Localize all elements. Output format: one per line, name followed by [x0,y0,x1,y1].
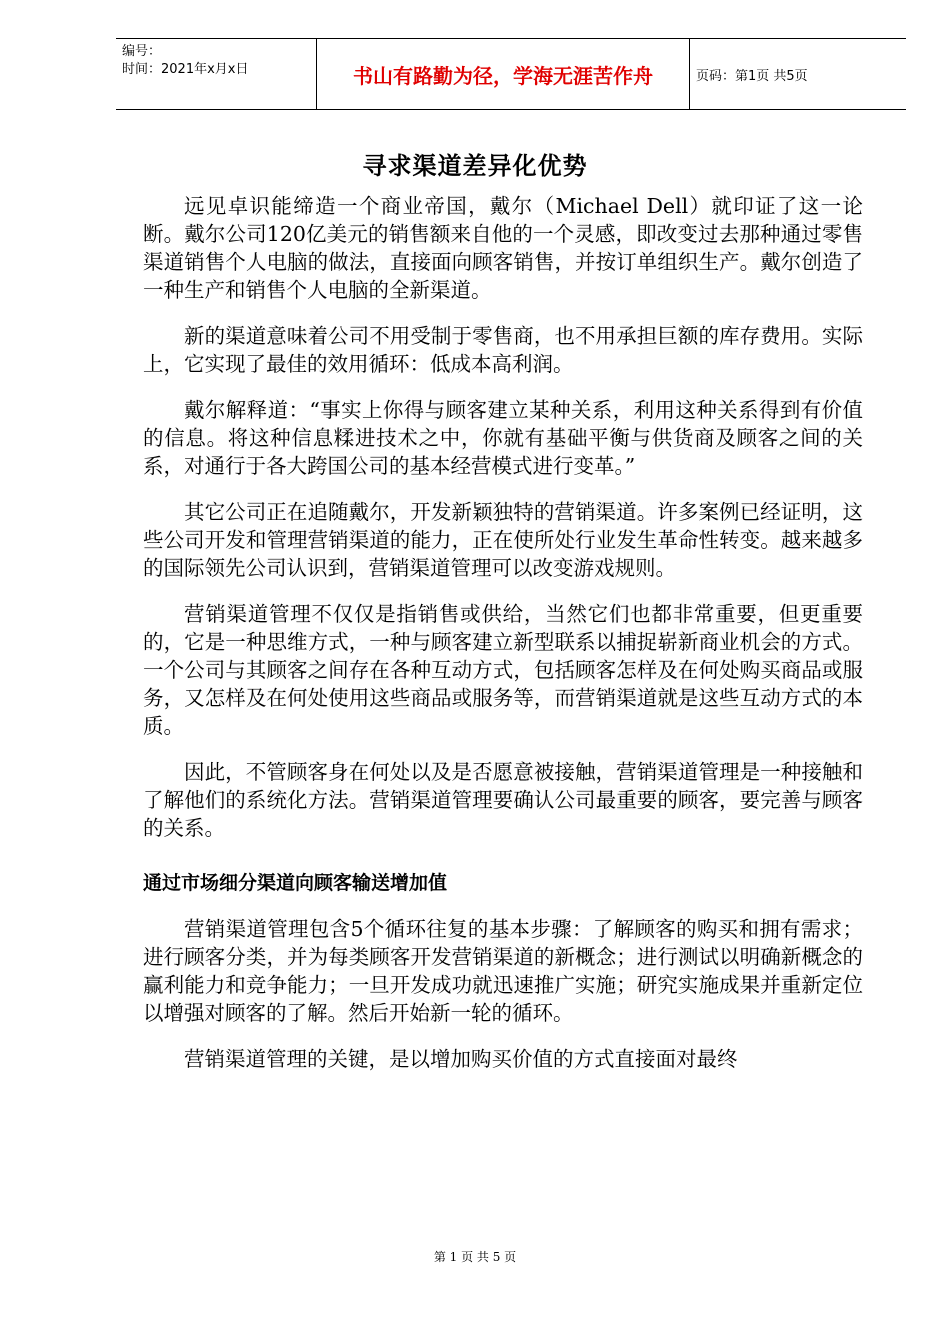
header-motto-cell [316,39,690,109]
header-table [116,38,906,110]
header-page-cell [690,39,906,109]
document-number-label: 编号： [122,44,162,59]
document-time-label: 时间：2021年x月x日 [122,62,249,77]
paragraph: 新的渠道意味着公司不用受制于零售商，也不用承担巨额的库存费用。实际上，它实现了最佳的效用循环：低成本高利润。 [143,324,863,376]
document-title: 寻求渠道差异化优势 [362,152,588,180]
paragraph: 营销渠道管理不仅仅是指销售或供给，当然它们也都非常重要，但更重要的，它是一种思维方式，一种与顾客建立新型联系以捕捉崭新商业机会的方式。一个公司与其顾客之间存在各种互动方式，包括顾客怎样及在何处购买商品或服务，又怎样及在何处使用这些商品或服务等，而营销渠道就是这些互动方式的本质。 [143,602,863,738]
paragraph: 营销渠道管理的关键，是以增加购买价值的方式直接面对最终 [184,1047,738,1071]
page-footer: 第 1 页 共 5 页 [433,1250,517,1264]
document-body [143,192,863,1091]
section-heading: 通过市场细分渠道向顾客输送增加值 [143,872,448,894]
paragraph: 因此，不管顾客身在何处以及是否愿意被接触，营销渠道管理是一种接触和了解他们的系统化方法。营销渠道管理要确认公司最重要的顾客，要完善与顾客的关系。 [143,760,863,840]
header-page-info: 页码：第1页 共5页 [696,68,808,84]
paragraph: 其它公司正在追随戴尔，开发新颖独特的营销渠道。许多案例已经证明，这些公司开发和管理营销渠道的能力，正在使所处行业发生革命性转变。越来越多的国际领先公司认识到，营销渠道管理可以改变游戏规则。 [143,500,863,580]
paragraph: 远见卓识能缔造一个商业帝国，戴尔（Michael Dell）就印证了这一论断。戴尔公司120亿美元的销售额来自他的一个灵感，即改变过去那种通过零售渠道销售个人电脑的做法，直接面向顾客销售，并按订单组织生产。戴尔创造了一种生产和销售个人电脑的全新渠道。 [143,194,863,302]
header-meta-cell [116,39,316,109]
paragraph: 戴尔解释道：“事实上你得与顾客建立某种关系，利用这种关系得到有价值的信息。将这种信息糅进技术之中，你就有基础平衡与供货商及顾客之间的关系，对通行于各大跨国公司的基本经营模式进行变革。” [143,398,863,478]
paragraph: 营销渠道管理包含5个循环往复的基本步骤：了解顾客的购买和拥有需求；进行顾客分类，并为每类顾客开发营销渠道的新概念；进行测试以明确新概念的赢利能力和竞争能力；一旦开发成功就迅速推广实施；研究实施成果并重新定位以增强对顾客的了解。然后开始新一轮的循环。 [143,917,863,1025]
header-motto: 书山有路勤为径，学海无涯苦作舟 [353,63,653,88]
